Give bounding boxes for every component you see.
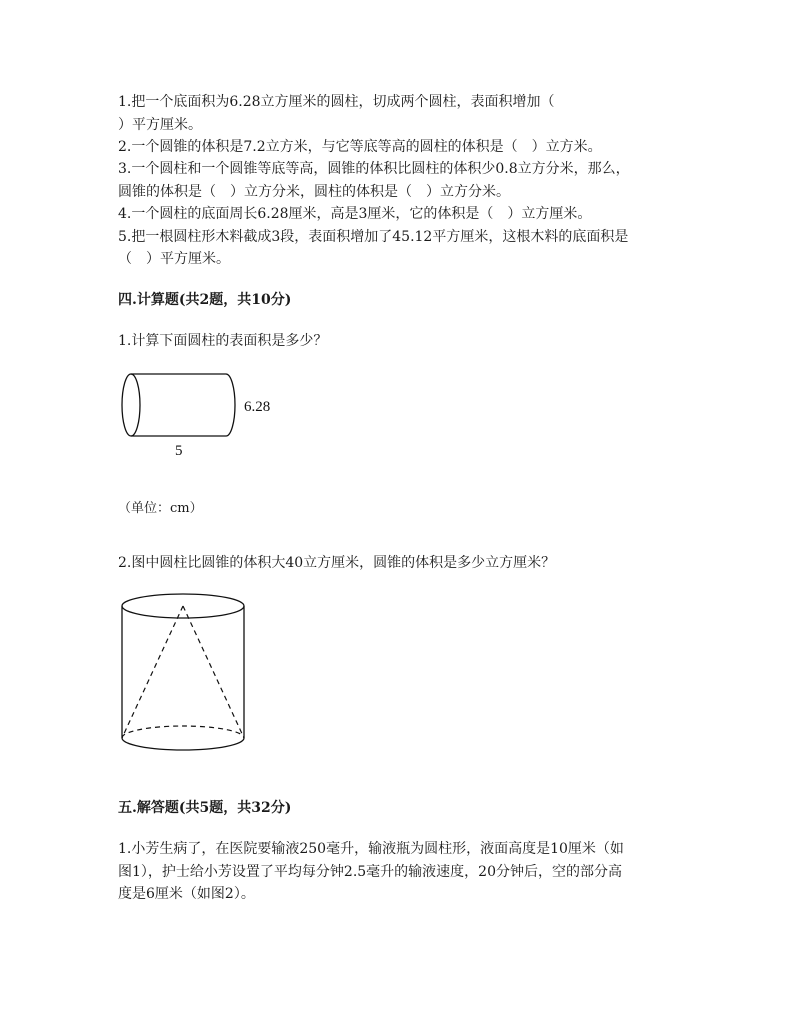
answer-q1-line1: 1.小芳生病了，在医院要输液250毫升，输液瓶为圆柱形，液面高度是10厘米（如 <box>118 841 624 857</box>
blank-q5-line2: （ ）平方厘米。 <box>118 251 230 267</box>
calc-q1-text: 1.计算下面圆柱的表面积是多少？ <box>118 333 328 349</box>
calc-q2-text: 2.图中圆柱比圆锥的体积大40立方厘米，圆锥的体积是多少立方厘米？ <box>118 555 556 571</box>
blank-q3-line1: 3.一个圆柱和一个圆锥等底等高，圆锥的体积比圆柱的体积少0.8立方分米，那么， <box>118 161 630 177</box>
blank-q2: 2.一个圆锥的体积是7.2立方米，与它等底等高的圆柱的体积是（ ）立方米。 <box>118 139 602 155</box>
horizontal-cylinder-figure <box>122 374 235 436</box>
blank-q4: 4.一个圆柱的底面周长6.28厘米，高是3厘米，它的体积是（ ）立方厘米。 <box>118 206 592 222</box>
section4-heading: 四.计算题(共2题，共10分) <box>118 292 292 308</box>
blank-q1-line1: 1.把一个底面积为6.28立方厘米的圆柱，切成两个圆柱，表面积增加（ <box>118 94 555 110</box>
section5-heading: 五.解答题(共5题，共32分) <box>118 800 292 816</box>
blank-q3-line2: 圆锥的体积是（ ）立方分米，圆柱的体积是（ ）立方分米。 <box>118 184 510 200</box>
blank-q5-line1: 5.把一根圆柱形木料截成3段，表面积增加了45.12平方厘米，这根木料的底面积是 <box>118 229 629 245</box>
cylinder-length-label: 5 <box>175 443 183 459</box>
cylinder-cone-figure <box>122 594 244 750</box>
answer-q1-line3: 度是6厘米（如图2）。 <box>118 886 255 902</box>
answer-q1-line2: 图1），护士给小芳设置了平均每分钟2.5毫升的输液速度，20分钟后，空的部分高 <box>118 864 622 880</box>
unit-note: （单位：cm） <box>118 501 203 516</box>
cylinder-height-label: 6.28 <box>244 399 271 415</box>
blank-q1-line2: ）平方厘米。 <box>118 117 202 133</box>
